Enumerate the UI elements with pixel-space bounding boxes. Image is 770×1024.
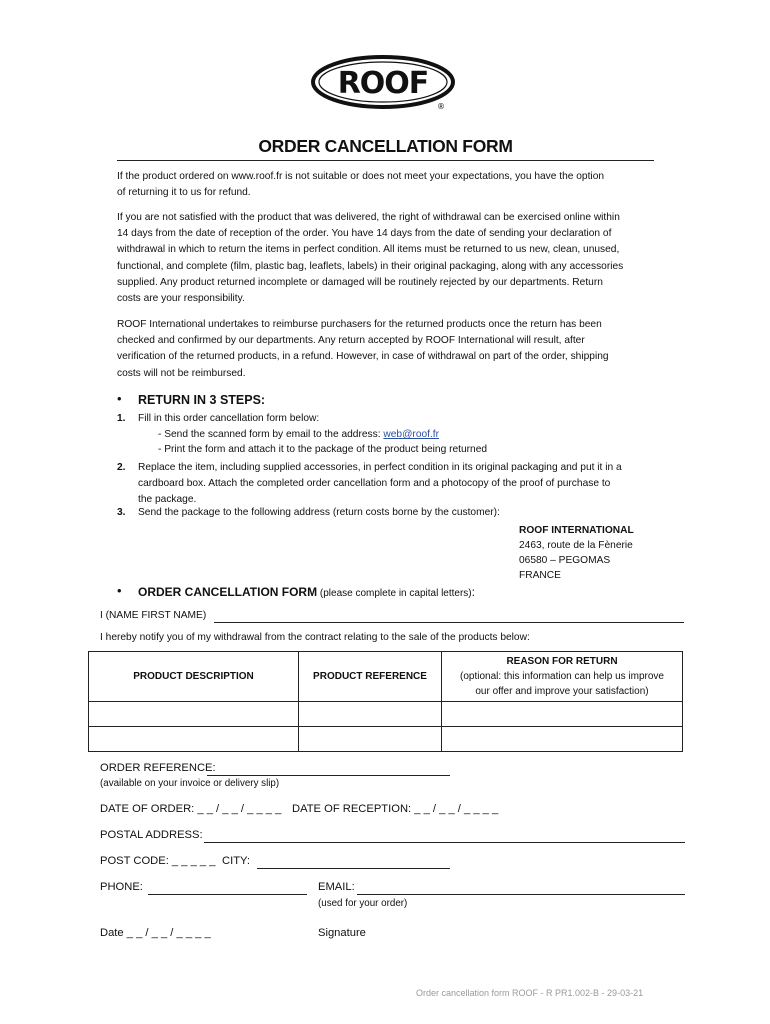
address-street: 2463, route de la Fènerie	[519, 540, 633, 551]
intro-paragraph-3: ROOF International undertakes to reimburse purchasers for the returned products once the return has been checked and confirmed by our departments. Any return accepted by ROOF International will result, after verification of the returned products, in a refund. However, in case of withdrawal on part of the order, shipping costs will not be reimbursed.	[117, 319, 609, 379]
step-3-text: Send the package to the following address (return costs borne by the customer):	[138, 507, 500, 518]
cell-description-1[interactable]	[89, 702, 299, 727]
title-divider	[117, 160, 654, 161]
notify-text: I hereby notify you of my withdrawal from the contract relating to the sale of the products below:	[100, 632, 530, 643]
postal-address-input-line[interactable]	[204, 829, 685, 843]
step-1-print-line: - Print the form and attach it to the package of the product being returned	[158, 444, 488, 455]
order-reference-note: (available on your invoice or delivery slip)	[100, 778, 280, 789]
table-row	[89, 727, 683, 752]
phone-input-line[interactable]	[148, 881, 307, 895]
cell-reason-2[interactable]	[442, 727, 683, 752]
city-label: CITY:	[222, 855, 250, 867]
steps-bullet: •	[117, 391, 122, 406]
col-product-reference: PRODUCT REFERENCE	[299, 652, 442, 702]
signature-label: Signature	[318, 927, 366, 939]
logo-text: ROOF	[337, 66, 429, 101]
date-of-order-label: DATE OF ORDER: _ _ / _ _ / _ _ _ _	[100, 803, 282, 815]
order-reference-label: ORDER REFERENCE:	[100, 762, 216, 774]
form-heading: ORDER CANCELLATION FORM (please complete in capital letters):	[138, 585, 475, 599]
date-label: Date _ _ / _ _ / _ _ _ _	[100, 927, 211, 939]
page-title: ORDER CANCELLATION FORM	[258, 136, 513, 156]
step-3-number: 3.	[117, 507, 126, 518]
address-city: 06580 – PEGOMAS	[519, 555, 611, 566]
address-country: FRANCE	[519, 570, 561, 581]
step-1-email-line: - Send the scanned form by email to the address: web@roof.fr	[158, 429, 440, 440]
address-company: ROOF INTERNATIONAL	[519, 525, 634, 536]
email-input-line[interactable]	[357, 881, 685, 895]
footer-text: Order cancellation form ROOF - R PR1.002-B - 29-03-21	[416, 988, 644, 998]
email-link[interactable]: web@roof.fr	[383, 429, 440, 440]
col-product-description: PRODUCT DESCRIPTION	[89, 652, 299, 702]
name-label: I (NAME FIRST NAME)	[100, 610, 207, 621]
post-code-label: POST CODE: _ _ _ _ _	[100, 855, 216, 867]
cell-reference-1[interactable]	[299, 702, 442, 727]
cell-reason-1[interactable]	[442, 702, 683, 727]
cell-description-2[interactable]	[89, 727, 299, 752]
city-input-line[interactable]	[257, 855, 450, 869]
products-table	[88, 651, 683, 752]
roof-logo	[311, 55, 459, 113]
form-bullet: •	[117, 583, 122, 598]
step-1-text: Fill in this order cancellation form below:	[138, 413, 320, 424]
step-1-number: 1.	[117, 413, 126, 424]
order-reference-input-line[interactable]	[207, 762, 450, 776]
email-note: (used for your order)	[318, 898, 408, 909]
postal-address-label: POSTAL ADDRESS:	[100, 829, 203, 841]
date-of-reception-label: DATE OF RECEPTION: _ _ / _ _ / _ _ _ _	[292, 803, 499, 815]
table-header-row	[89, 652, 683, 702]
return-address	[519, 523, 634, 583]
step-2-number: 2.	[117, 462, 126, 473]
cell-reference-2[interactable]	[299, 727, 442, 752]
steps-heading: RETURN IN 3 STEPS:	[138, 393, 266, 407]
email-label: EMAIL:	[318, 881, 355, 893]
name-input-line[interactable]	[214, 610, 684, 623]
svg-text:®: ®	[437, 102, 445, 111]
step-2-text: Replace the item, including supplied accessories, in perfect condition in its original packaging and put it in a cardboard box. Attach the completed order cancellation form and a photocopy of the proof of purchase to the package.	[138, 462, 622, 505]
intro-paragraph-2: If you are not satisfied with the product that was delivered, the right of withdrawal can be exercised online within 14 days from the date of reception of the order. You have 14 days from the date of sending your declaration of withdrawal in which to return the items in perfect condition. All items must be returned to us new, clean, unused, functional, and complete (film, plastic bag, leaflets, labels) in their original packaging, along with any accessories supplied. Any product returned incomplete or damaged will be routinely rejected by our departments. Return costs are your responsibility.	[117, 212, 624, 305]
col-reason-for-return: REASON FOR RETURN (optional: this information can help us improve our offer and improve your satisfaction)	[442, 652, 683, 702]
phone-label: PHONE:	[100, 881, 143, 893]
intro-paragraph-1: If the product ordered on www.roof.fr is not suitable or does not meet your expectations, you have the option of returning it to us for refund.	[117, 171, 605, 199]
table-row	[89, 702, 683, 727]
